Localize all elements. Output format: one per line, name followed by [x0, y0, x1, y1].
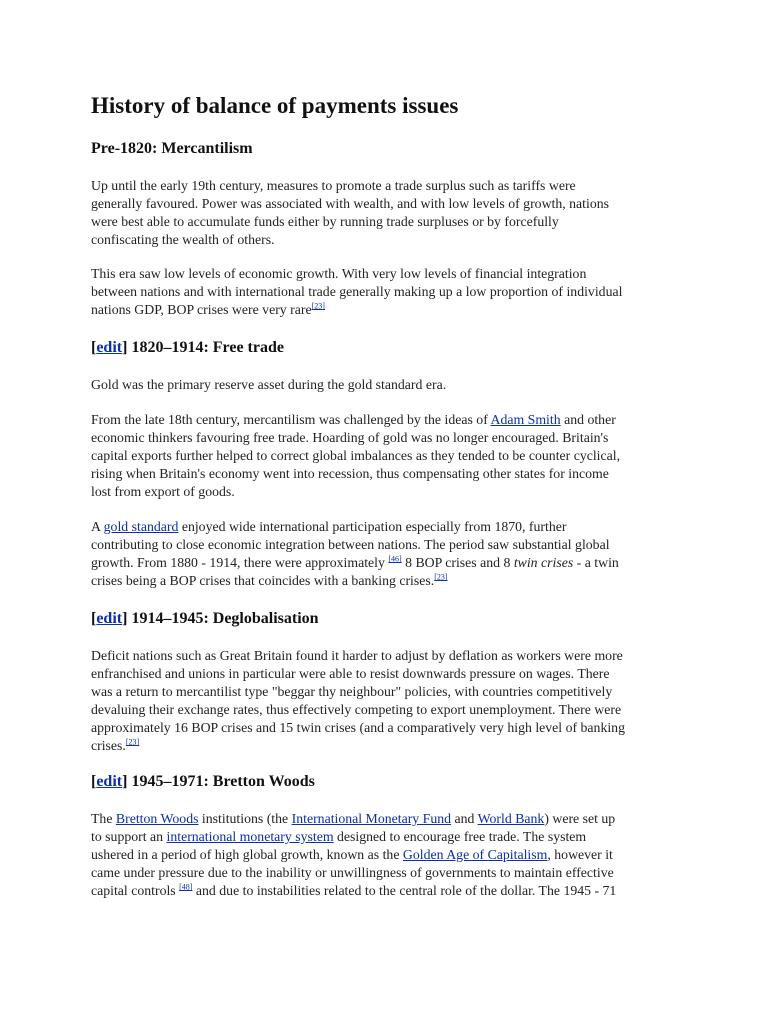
world-bank-link[interactable]: World Bank [477, 811, 545, 826]
citation-link-23[interactable]: [23] [311, 301, 325, 311]
edit-link[interactable]: edit [96, 773, 123, 790]
paragraph-mercantilism-2: This era saw low levels of economic growth. With very low levels of financial integration between nations and with international trade generally making up a low proportion of individual nations GDP, BOP crises were very rare[23] [91, 266, 623, 317]
paragraph-free-trade-3: A gold standard enjoyed wide international participation especially from 1870, further contributing to close economic integration between nations. The period saw substantial global growth. From 1880 - 1914, there were approximately [46] 8 BOP crises and 8 twin crises - a twin crises being a BOP crises that coincides with a banking crises.[23] [91, 519, 619, 588]
section-heading-deglobalisation: [edit] 1914–1945: Deglobalisation [91, 610, 319, 627]
edit-link[interactable]: edit [96, 610, 123, 627]
paragraph-mercantilism-1: Up until the early 19th century, measures to promote a trade surplus such as tariffs were generally favoured. Power was associated with wealth, and with low levels of growth, nations were best able to accumulate funds either by running trade surpluses or by forcefully confiscating the wealth of others. [91, 178, 610, 247]
international-monetary-system-link[interactable]: international monetary system [166, 829, 334, 844]
section-heading-bretton-woods: [edit] 1945–1971: Bretton Woods [91, 773, 315, 790]
paragraph-bretton-woods: The Bretton Woods institutions (the International Monetary Fund and World Bank) were set up to support an international monetary system designed to encourage free trade. The system ushered in a period of high global growth, known as the Golden Age of Capitalism, however it came under pressure due to the inability or unwillingness of governments to maintain effective capital controls [48] and due to instabilities related to the central role of the dollar. The 1945 - 71 [91, 811, 617, 898]
paragraph-deglobalisation: Deficit nations such as Great Britain found it harder to adjust by deflation as workers were more enfranchised and unions in particular were able to resist downwards pressure on wages. There was a return to mercantilist type "beggar thy neighbour" policies, with countries competitively devaluing their exchange rates, thus effectively competing to export unemployment. There were approximately 16 BOP crises and 15 twin crises (and a comparatively very high level of banking crises.[23] [91, 648, 625, 753]
bretton-woods-link[interactable]: Bretton Woods [115, 811, 199, 826]
golden-age-link[interactable]: Golden Age of Capitalism [402, 847, 548, 862]
imf-link[interactable]: International Monetary Fund [291, 811, 452, 826]
citation-link-48[interactable]: [48] [179, 882, 193, 892]
section-heading-free-trade: [edit] 1820–1914: Free trade [91, 339, 284, 356]
adam-smith-link[interactable]: Adam Smith [490, 412, 561, 427]
edit-link[interactable]: edit [96, 339, 123, 356]
gold-standard-link[interactable]: gold standard [103, 519, 179, 534]
page-title: History of balance of payments issues [91, 93, 459, 118]
section-heading-mercantilism: Pre-1820: Mercantilism [91, 140, 253, 157]
citation-link-46[interactable]: [46] [388, 554, 402, 564]
citation-link-23[interactable]: [23] [434, 572, 448, 582]
citation-link-23[interactable]: [23] [125, 737, 140, 747]
paragraph-free-trade-1: Gold was the primary reserve asset during the gold standard era. [91, 377, 447, 392]
paragraph-free-trade-2: From the late 18th century, mercantilism was challenged by the ideas of Adam Smith and other economic thinkers favouring free trade. Hoarding of gold was no longer encouraged. Britain's capital exports further helped to correct global imbalances as they tended to be counter cyclical, rising when Britain's economy went into recession, thus compensating other states for income lost from export of goods. [91, 412, 621, 499]
